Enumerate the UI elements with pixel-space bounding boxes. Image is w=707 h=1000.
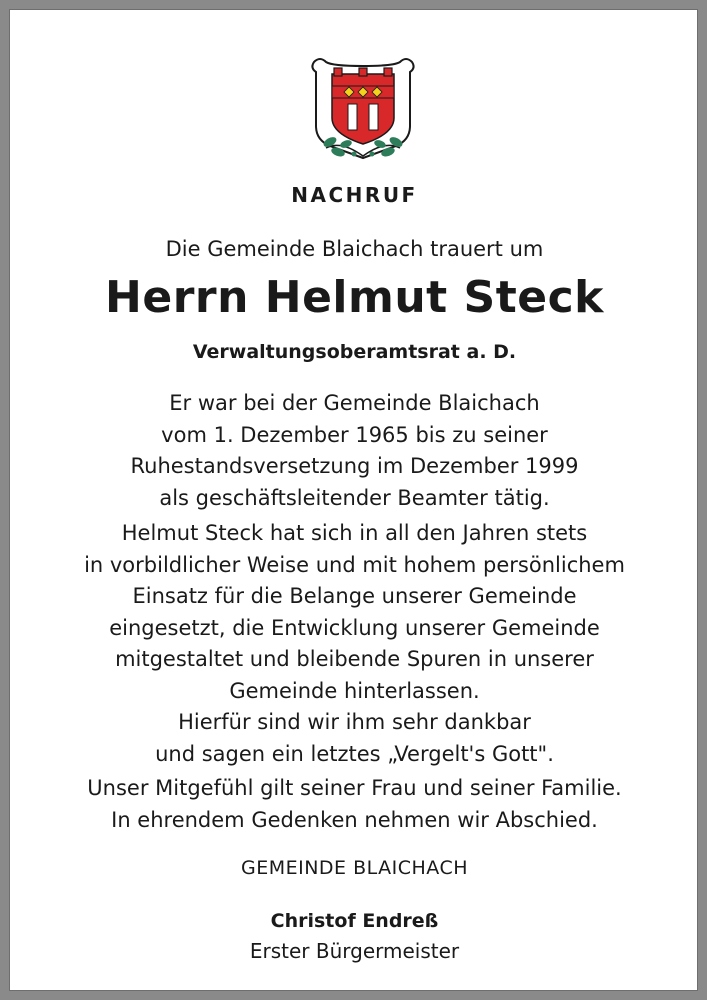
signer-name: Christof Endreß (270, 910, 439, 932)
career-paragraph (10, 388, 699, 514)
paragraph-line: und sagen ein letztes „Vergelt's Gott". (155, 741, 554, 766)
paragraph-line: Gemeinde hinterlassen. (229, 678, 480, 703)
paragraph-line: Helmut Steck hat sich in all den Jahren stets (121, 521, 588, 545)
paragraph-line: Ruhestandsversetzung im Dezember 1999 (130, 454, 579, 478)
obituary-card (9, 9, 698, 991)
signer-role: Erster Bürgermeister (249, 939, 460, 963)
organization-name: GEMEINDE BLAICHACH (240, 857, 469, 879)
paragraph-line: Hierfür sind wir ihm sehr dankbar (178, 710, 531, 734)
paragraph-line: als geschäftsleitender Beamter tätig. (159, 485, 550, 510)
paragraph-line: mitgestaltet und bleibende Spuren in unserer (115, 647, 594, 671)
paragraph-line: Er war bei der Gemeinde Blaichach (169, 391, 540, 415)
paragraph-line: vom 1. Dezember 1965 bis zu seiner (161, 422, 548, 447)
paragraph-line: Einsatz für die Belange unserer Gemeinde (132, 584, 577, 608)
deceased-name: Herrn Helmut Steck (105, 272, 604, 323)
paragraph-line: in vorbildlicher Weise und mit hohem persönlichem (84, 552, 625, 577)
tribute-paragraph (10, 518, 699, 770)
condolence-paragraph (10, 773, 699, 836)
municipal-coat-of-arms-icon (306, 48, 420, 170)
paragraph-line: eingesetzt, die Entwicklung unserer Gemeinde (109, 615, 600, 640)
deceased-title: Verwaltungsoberamtsrat a. D. (192, 341, 517, 363)
heading-nachruf: NACHRUF (291, 183, 418, 207)
intro-text: Die Gemeinde Blaichach trauert um (165, 237, 544, 261)
paragraph-line: In ehrendem Gedenken nehmen wir Abschied. (111, 807, 598, 832)
paragraph-line: Unser Mitgefühl gilt seiner Frau und seiner Familie. (87, 776, 622, 800)
